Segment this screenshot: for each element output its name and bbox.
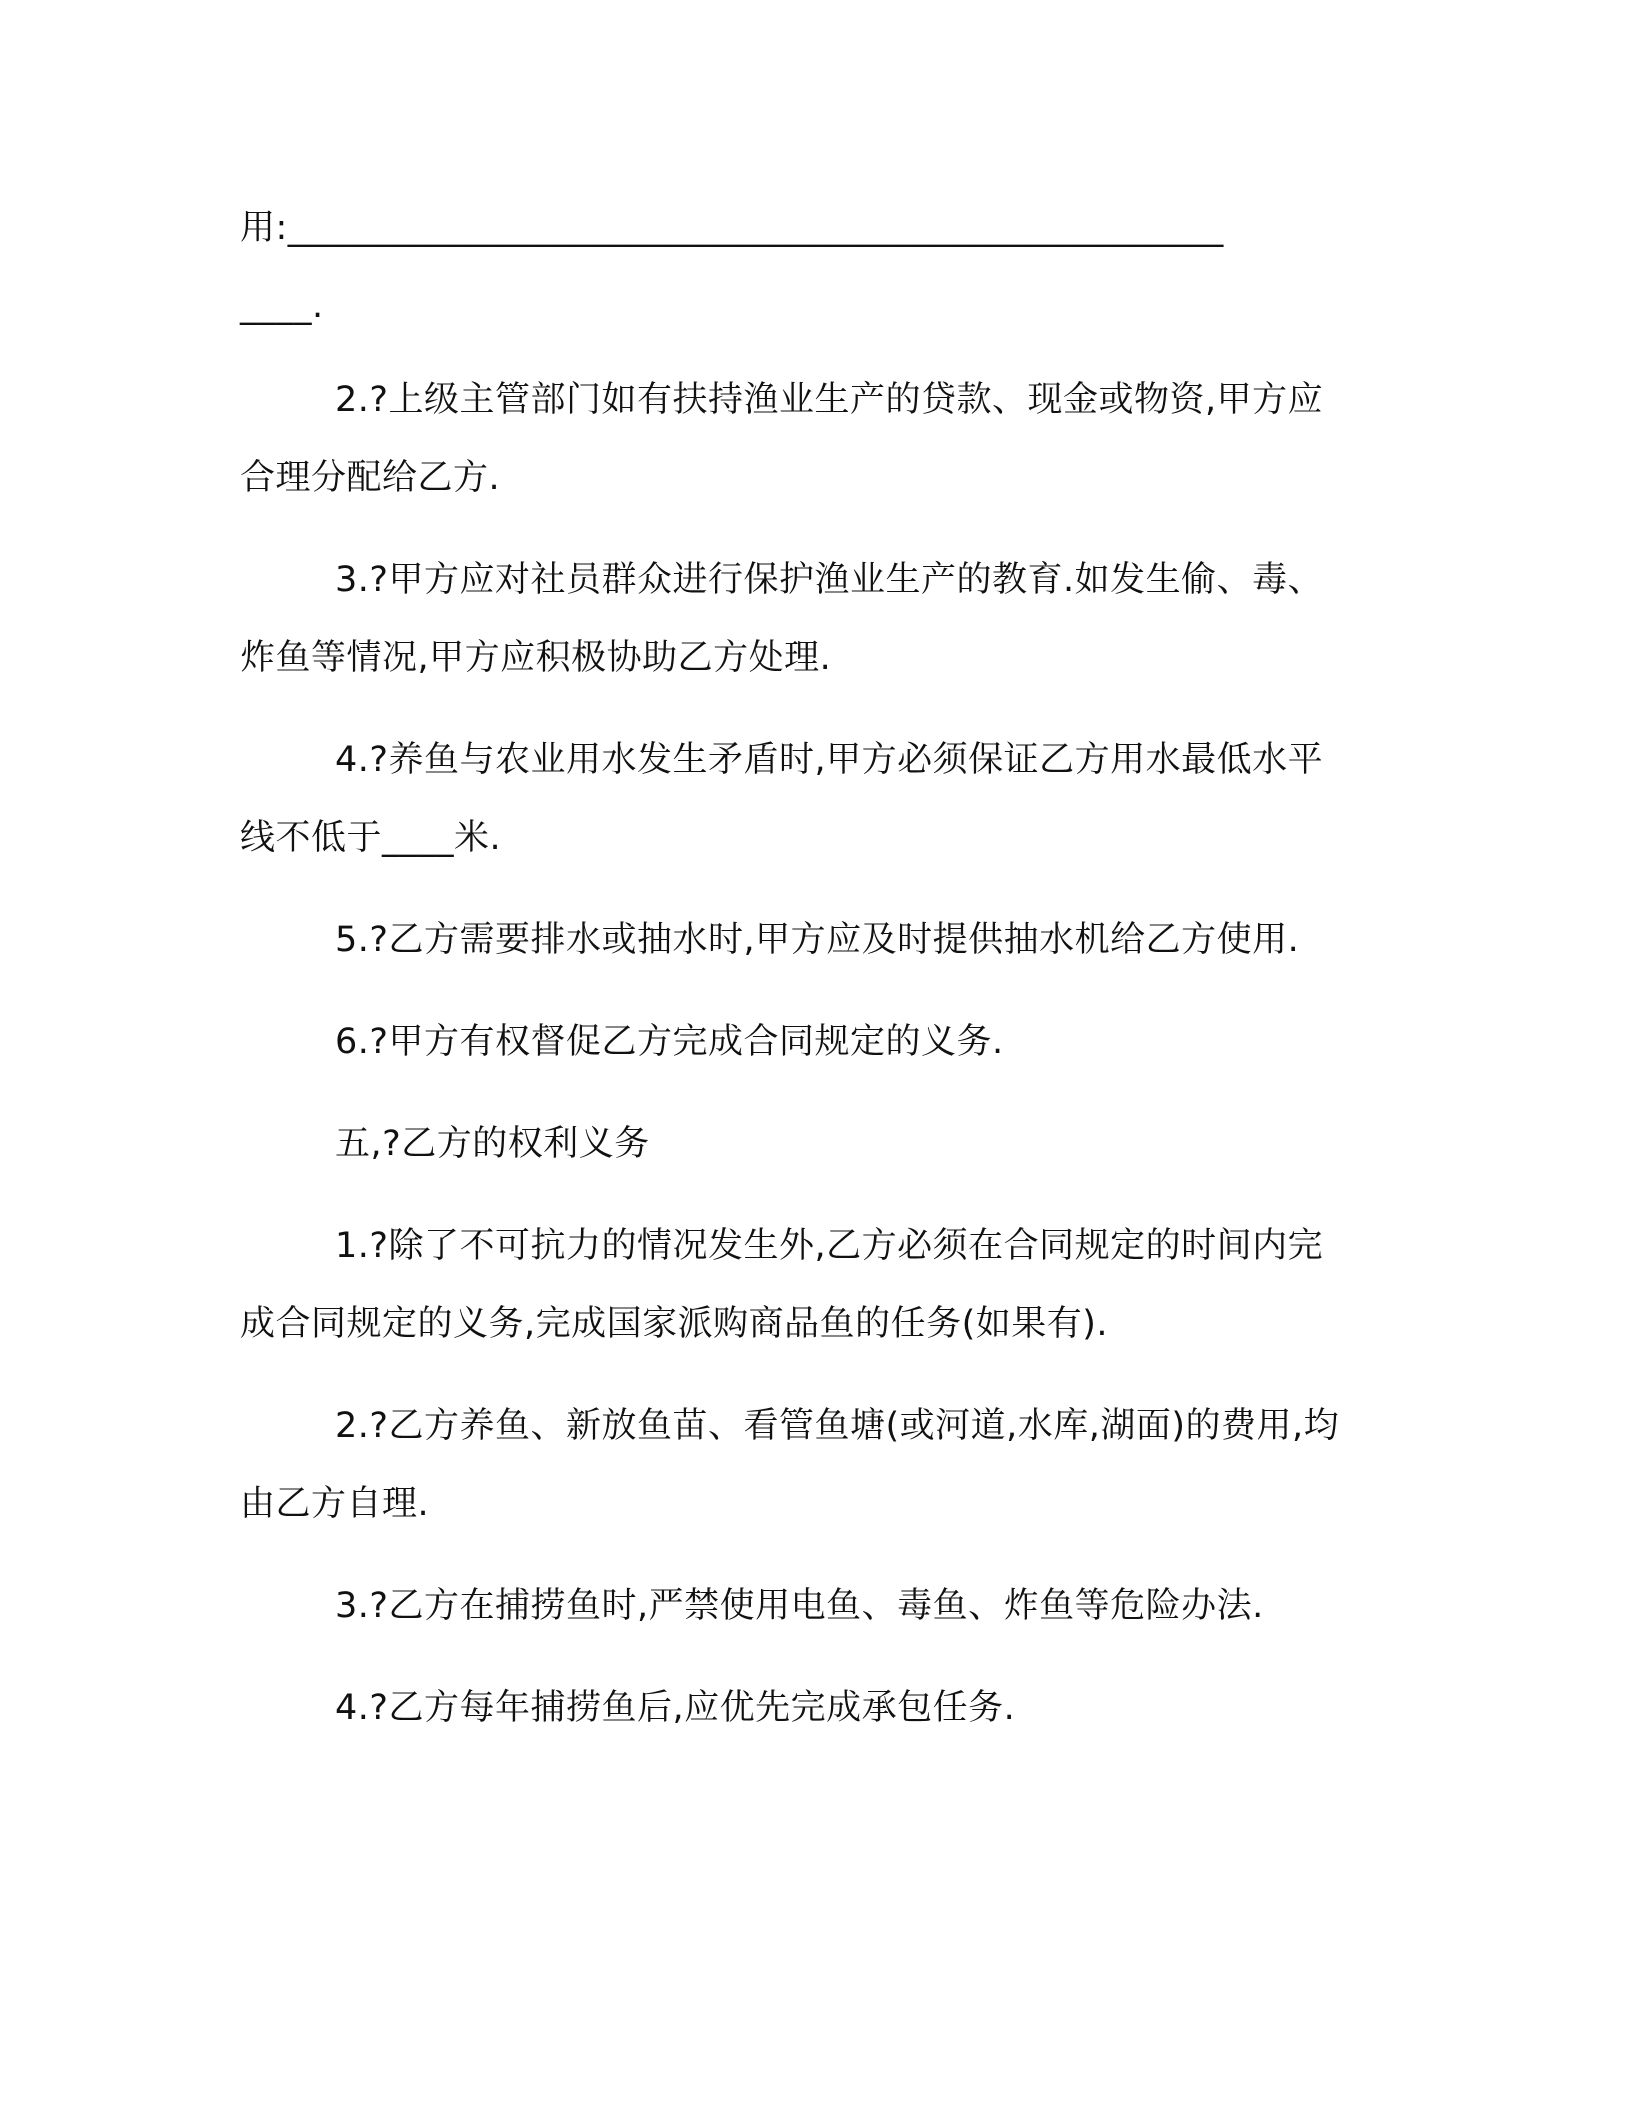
clause-b2-line2: 由乙方自理. [240, 1484, 430, 1524]
clause-b2-line1: 2.?乙方养鱼、新放鱼苗、看管鱼塘(或河道,水库,湖面)的费用,均 [335, 1406, 1340, 1446]
clause-b1-line2: 成合同规定的义务,完成国家派购商品鱼的任务(如果有). [240, 1304, 1109, 1344]
clause-a3-line2: 炸鱼等情况,甲方应积极协助乙方处理. [240, 638, 832, 678]
text-line-usage-blank-end: ____. [240, 286, 324, 326]
clause-a3-line1: 3.?甲方应对社员群众进行保护渔业生产的教育.如发生偷、毒、 [335, 560, 1324, 600]
clause-a5: 5.?乙方需要排水或抽水时,甲方应及时提供抽水机给乙方使用. [335, 920, 1300, 960]
clause-a4-line1: 4.?养鱼与农业用水发生矛盾时,甲方必须保证乙方用水最低水平 [335, 740, 1324, 780]
clause-a2-line1: 2.?上级主管部门如有扶持渔业生产的贷款、现金或物资,甲方应 [335, 380, 1324, 420]
clause-b3: 3.?乙方在捕捞鱼时,严禁使用电鱼、毒鱼、炸鱼等危险办法. [335, 1586, 1264, 1626]
section-heading-party-b: 五,?乙方的权利义务 [335, 1124, 650, 1164]
text-line-usage-blank: 用:____________________________________________________ [240, 208, 1224, 248]
clause-a4-line2: 线不低于____米. [240, 818, 502, 858]
clause-b4: 4.?乙方每年捕捞鱼后,应优先完成承包任务. [335, 1688, 1016, 1728]
clause-a2-line2: 合理分配给乙方. [240, 458, 501, 498]
clause-b1-line1: 1.?除了不可抗力的情况发生外,乙方必须在合同规定的时间内完 [335, 1226, 1324, 1266]
clause-a6: 6.?甲方有权督促乙方完成合同规定的义务. [335, 1022, 1004, 1062]
